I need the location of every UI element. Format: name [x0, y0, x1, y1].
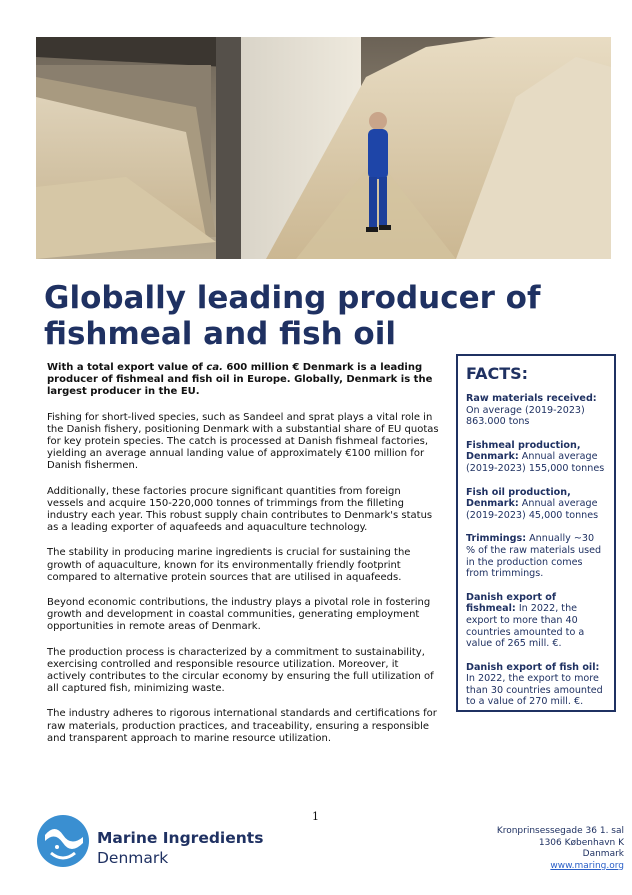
paragraph: Fishing for short-lived species, such as Sandeel and sprat plays a vital role in the Danish fishery, positioning Denmark with a substantial share of EU quotas for key protein species. The catch is processed at Danish fishmeal factories, yielding an average annual landing value of approximately €100 million for Danish fishermen. [47, 411, 439, 472]
hero-photo-fishmeal-warehouse [36, 37, 611, 259]
facts-box [456, 354, 616, 712]
address-block [497, 826, 624, 872]
fact-label: Fishmeal production, Denmark: [466, 439, 581, 463]
page-number: 1 [312, 810, 319, 823]
facts-heading: FACTS: [466, 364, 529, 383]
fact-label: Raw materials received: [466, 393, 597, 404]
intro-paragraph [47, 362, 440, 399]
fact-label: Fish oil production, Denmark: [466, 486, 571, 510]
fact-text: Annual average (2019-2023) 155,000 tonnes [466, 451, 605, 474]
address-city: 1306 København K [538, 837, 624, 848]
fact-text: On average (2019-2023) 863.000 tons [466, 404, 585, 428]
paragraph: The stability in producing marine ingredients is crucial for sustaining the growth of aquaculture, known for its environmentally friendly footprint compared to alternative protein sources that are utilised in aquafeeds. [47, 547, 411, 583]
paragraph: Additionally, these factories procure significant quantities from foreign vessels and acquire 150-220,000 tonnes of trimmings from the filleting industry each year. This robust supply chain contributes to Denmark's status as a leading exporter of aquafeeds and aquaculture technology. [47, 485, 433, 534]
paragraph: Beyond economic contributions, the industry plays a pivotal role in fostering growth and development in coastal communities, generating employment opportunities in remote areas of Denmark. [47, 597, 431, 633]
address-country: Danmark [582, 849, 624, 859]
intro-text-start: With a total export value of [47, 362, 207, 373]
article-body [47, 362, 440, 758]
address-street: Kronprinsessegade 36 1. sal [496, 826, 624, 836]
fact-item [466, 533, 606, 579]
fact-item [466, 592, 606, 650]
intro-ca: ca. [206, 362, 223, 373]
paragraph: The production process is characterized by a commitment to sustainability, exercising controlled and responsible resource utilization. Moreover, it actively contributes to the circular economy by ensuring the full utilization of all captured fish, minimizing waste. [47, 646, 434, 695]
fish-drop-icon [37, 813, 97, 873]
fact-item [466, 393, 606, 428]
fact-text: Annual average (2019-2023) 45,000 tonnes [466, 498, 599, 521]
fact-item [466, 440, 606, 475]
intro-text-end: 600 million € Denmark is a leading producer of fishmeal and fish oil in Europe. Globally, Denmark is the largest producer in the EU. [47, 362, 433, 398]
fact-text: In 2022, the export to more than 30 countries amounted to a value of 270 mill. €. [466, 673, 603, 708]
marine-ingredients-logo [37, 813, 264, 873]
paragraph: The industry adheres to rigorous international standards and certifications for raw materials, production practices, and traceability, ensuring a responsible and transparent approach to marine resource utilization. [47, 708, 437, 744]
fact-item [466, 487, 606, 522]
logo-name: Marine Ingredients [97, 829, 264, 847]
logo-subtitle: Denmark [97, 849, 169, 867]
website-link[interactable]: www.maring.org [550, 860, 624, 871]
fact-item [466, 662, 606, 708]
fact-label: Danish export of fishmeal: [466, 591, 557, 615]
fact-text: Annually ~30 % of the raw materials used in the production comes from trimmings. [466, 533, 602, 580]
page-title: Globally leading producer of fishmeal and fish oil [44, 280, 541, 352]
fact-text: In 2022, the export to more than 40 countries amounted to a value of 265 mill. €. [466, 603, 585, 650]
fact-label: Trimmings: [466, 533, 527, 545]
fact-label: Danish export of fish oil: [466, 661, 600, 673]
